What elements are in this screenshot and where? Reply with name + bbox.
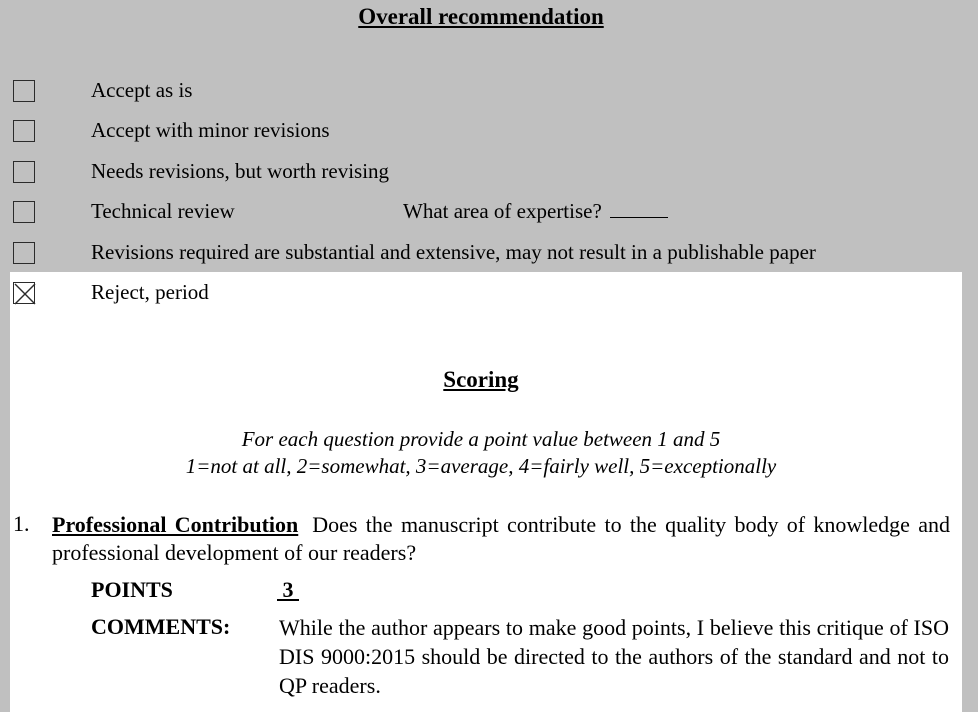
- recommendation-title: Overall recommendation: [358, 4, 604, 29]
- question-number: 1.: [13, 511, 30, 536]
- question-text-block: [52, 511, 950, 567]
- check-x-icon: [14, 283, 36, 305]
- scoring-instructions: [0, 426, 962, 480]
- expertise-field[interactable]: [403, 199, 668, 224]
- checkbox-substantial-revisions[interactable]: [13, 242, 35, 264]
- points-label: POINTS: [91, 577, 173, 602]
- checkbox-technical-review[interactable]: [13, 201, 35, 223]
- checkbox-accept-minor[interactable]: [13, 120, 35, 142]
- expertise-prompt: What area of expertise?: [403, 199, 602, 223]
- question-text: Does the manuscript contribute to the quality body of knowledge and professional development of our readers?: [52, 512, 950, 565]
- expertise-blank[interactable]: [610, 199, 668, 218]
- option-label: Accept as is: [91, 78, 193, 102]
- checkbox-reject-checked[interactable]: [13, 282, 35, 304]
- points-value[interactable]: 3: [277, 577, 299, 602]
- option-technical-review[interactable]: [13, 201, 733, 227]
- option-label: Accept with minor revisions: [91, 118, 330, 142]
- comments-label: COMMENTS:: [91, 614, 231, 639]
- instruction-line: For each question provide a point value between 1 and 5: [241, 427, 721, 451]
- option-label: Revisions required are substantial and extensive, may not result in a publishable paper: [91, 240, 816, 264]
- option-label: Reject, period: [91, 280, 209, 304]
- option-label: Needs revisions, but worth revising: [91, 159, 390, 183]
- question-title: Professional Contribution: [52, 512, 299, 537]
- option-label: Technical review: [91, 199, 235, 223]
- comments-text[interactable]: While the author appears to make good points, I believe this critique of ISO DIS 9000:2015 should be directed to the authors of the standard and not to QP readers.: [279, 615, 949, 698]
- instruction-scale: 1=not at all, 2=somewhat, 3=average, 4=fairly well, 5=exceptionally: [185, 454, 777, 478]
- checkbox-accept-as-is[interactable]: [13, 80, 35, 102]
- scoring-title: Scoring: [443, 367, 519, 392]
- checkbox-needs-revisions[interactable]: [13, 161, 35, 183]
